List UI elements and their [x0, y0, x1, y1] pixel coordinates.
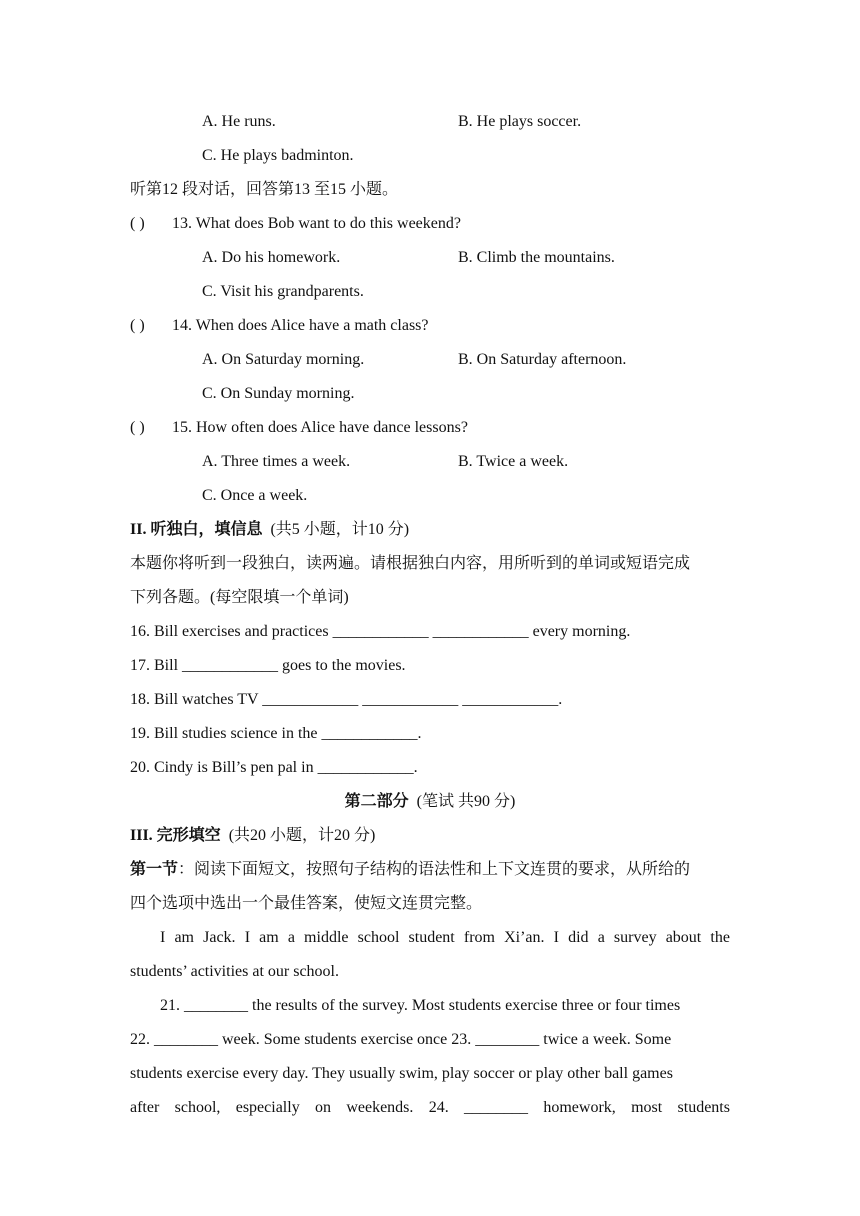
passage-word: after: [130, 1099, 160, 1116]
subsection-label: 第一节: [130, 861, 179, 878]
section3-title: III. 完形填空: [130, 827, 221, 844]
q12-option-a: A. He runs.: [202, 113, 276, 130]
q14-option-b: B. On Saturday afternoon.: [458, 351, 627, 368]
q13-option-a: A. Do his homework.: [202, 249, 341, 266]
q14-answer-bracket: ( ): [130, 317, 145, 334]
passage-line-5: students exercise every day. They usually swim, play soccer or play other ball games: [130, 1065, 673, 1082]
passage-line-6: [130, 1098, 730, 1118]
q14-option-c: C. On Sunday morning.: [202, 385, 355, 402]
section3-instruction-text: ：阅读下面短文，按照句子结构的语法性和上下文连贯的要求，从所给的: [178, 861, 691, 878]
passage-line-4: 22. ________ week. Some students exercise once 23. ________ twice a week. Some: [130, 1031, 672, 1048]
fill-item-17: 17. Bill ____________ goes to the movies.: [130, 657, 406, 674]
section2-title: II. 听独白，填信息: [130, 521, 263, 538]
passage-word: on: [315, 1099, 331, 1116]
passage-word: a: [597, 929, 605, 946]
section3-instruction-line2: 四个选项中选出一个最佳答案，使短文连贯完整。: [130, 895, 483, 912]
passage-word: especially: [235, 1099, 300, 1116]
section2-instruction-line2: 下列各题。(每空限填一个单词): [130, 589, 349, 606]
passage-word: weekends.: [346, 1099, 414, 1116]
passage-line-1: [160, 928, 730, 948]
section2-score: (共5 小题，计10 分): [270, 521, 410, 538]
section2-instruction-line1: 本题你将听到一段独白，读两遍。请根据独白内容，用所听到的单词或短语完成: [130, 555, 691, 572]
passage-line-3: 21. ________ the results of the survey. Most students exercise three or four times: [160, 997, 681, 1014]
passage-word: I: [244, 929, 251, 946]
part2-title: 第二部分: [344, 793, 409, 810]
passage-word: middle: [304, 929, 349, 946]
passage-word: most: [631, 1099, 663, 1116]
q15-answer-bracket: ( ): [130, 419, 145, 436]
passage-word: student: [408, 929, 455, 946]
q15-question: 15. How often does Alice have dance lessons?: [172, 419, 468, 436]
passage-word: a: [287, 929, 295, 946]
q15-option-b: B. Twice a week.: [458, 453, 569, 470]
passage-word: 24.: [428, 1099, 449, 1116]
passage-word: did: [568, 929, 589, 946]
q12-option-c: C. He plays badminton.: [202, 147, 354, 164]
part2-heading: [0, 792, 860, 812]
q15-option-a: A. Three times a week.: [202, 453, 351, 470]
q15-option-c: C. Once a week.: [202, 487, 308, 504]
passage-word: from: [463, 929, 495, 946]
passage-word: Xi’an.: [504, 929, 545, 946]
passage-word: school: [357, 929, 400, 946]
passage-word: students: [677, 1099, 730, 1116]
passage-word: am: [174, 929, 194, 946]
q13-answer-bracket: ( ): [130, 215, 145, 232]
passage-word: school,: [174, 1099, 221, 1116]
part2-score: (笔试 共90 分): [416, 793, 516, 810]
q14-question: 14. When does Alice have a math class?: [172, 317, 429, 334]
fill-item-20: 20. Cindy is Bill’s pen pal in ____________.: [130, 759, 418, 776]
q14-option-a: A. On Saturday morning.: [202, 351, 365, 368]
q13-question: 13. What does Bob want to do this weekend?: [172, 215, 461, 232]
fill-item-19: 19. Bill studies science in the ____________.: [130, 725, 422, 742]
passage-word: survey: [613, 929, 657, 946]
section3-instruction-line1: [130, 860, 690, 880]
q12-option-b: B. He plays soccer.: [458, 113, 582, 130]
passage-word: about: [665, 929, 702, 946]
dialogue12-instruction: 听第12 段对话，回答第13 至15 小题。: [130, 181, 399, 198]
section3-score: (共20 小题，计20 分): [228, 827, 376, 844]
passage-line-2: students’ activities at our school.: [130, 963, 339, 980]
passage-word: am: [259, 929, 279, 946]
passage-word: I: [160, 929, 166, 946]
passage-word: ________: [464, 1099, 529, 1116]
q13-option-c: C. Visit his grandparents.: [202, 283, 364, 300]
passage-word: homework,: [543, 1099, 616, 1116]
section2-heading: [130, 520, 409, 540]
q13-option-b: B. Climb the mountains.: [458, 249, 615, 266]
passage-word: Jack.: [203, 929, 236, 946]
passage-word: I: [553, 929, 559, 946]
passage-word: the: [710, 929, 730, 946]
fill-item-18: 18. Bill watches TV ____________ ____________ ____________.: [130, 691, 563, 708]
section3-heading: [130, 826, 375, 846]
fill-item-16: 16. Bill exercises and practices ____________ ____________ every morning.: [130, 623, 631, 640]
